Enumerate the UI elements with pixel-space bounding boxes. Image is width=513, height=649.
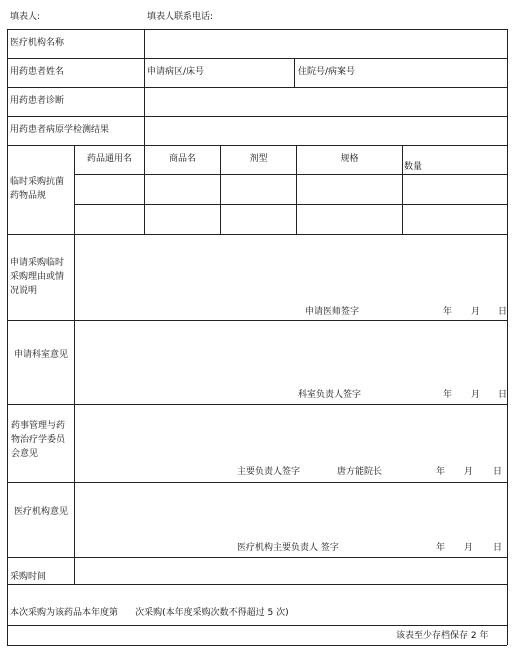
col-generic-name: 药品通用名 (86, 154, 132, 164)
committee-signer-name: 唐方能院长 (337, 467, 383, 477)
patient-name-label: 用药患者姓名 (10, 67, 65, 77)
pathogen-result-label: 用药患者病原学检测结果 (10, 125, 110, 135)
ward-bed-label: 申请病区/床号 (147, 67, 205, 77)
dept-month: 月 (471, 390, 481, 400)
committee-month: 月 (464, 467, 474, 477)
institution-opinion-label: 医疗机构意见 (13, 507, 68, 517)
admission-no-label: 住院号/病案号 (298, 67, 356, 77)
institution-name-field[interactable] (145, 30, 506, 57)
reason-day: 日 (498, 307, 508, 317)
col-trade-name: 商品名 (168, 154, 196, 164)
committee-day: 日 (493, 467, 503, 477)
filler-phone-label: 填表人联系电话: (147, 12, 214, 22)
institution-year: 年 (436, 543, 446, 553)
reason-month: 月 (471, 307, 481, 317)
committee-head-signature-label: 主要负责人签字 (237, 467, 301, 477)
purchase-count-note: 本次采购为该药品本年度第 次采购(本年度采购次数不得超过 5 次) (10, 608, 289, 618)
reason-year: 年 (443, 307, 453, 317)
dept-opinion-label: 申请科室意见 (13, 350, 68, 360)
col-dosage-form: 剂型 (249, 154, 268, 164)
drug-spec-label: 临时采购抗菌药物品规 (10, 177, 65, 201)
institution-head-signature-label: 医疗机构主要负责人 签字 (237, 543, 339, 553)
dept-day: 日 (498, 390, 508, 400)
pathogen-result-field[interactable] (145, 117, 506, 144)
institution-name-label: 医疗机构名称 (10, 38, 65, 48)
col-quantity: 数量 (404, 162, 423, 172)
committee-year: 年 (436, 467, 446, 477)
purchase-time-field[interactable] (75, 558, 506, 583)
reason-field[interactable] (75, 235, 506, 305)
col-specification: 规格 (340, 154, 359, 164)
purchase-time-label: 采购时间 (10, 572, 47, 582)
institution-day: 日 (493, 543, 503, 553)
institution-month: 月 (464, 543, 474, 553)
diagnosis-label: 用药患者诊断 (10, 96, 65, 106)
dept-opinion-field[interactable] (75, 321, 506, 387)
institution-opinion-field[interactable] (75, 483, 506, 538)
committee-opinion-field[interactable] (75, 405, 506, 463)
dept-year: 年 (443, 390, 453, 400)
filler-label: 填表人: (10, 12, 41, 22)
doctor-signature-label: 申请医师签字 (305, 307, 360, 317)
diagnosis-field[interactable] (145, 88, 506, 115)
dept-head-signature-label: 科室负责人签字 (298, 390, 362, 400)
retention-note: 该表至少存档保存 2 年 (396, 631, 489, 641)
reason-label: 申请采购临时采购理由或情况说明 (10, 258, 65, 296)
committee-opinion-label: 药事管理与药物治疗学委员会意见 (11, 421, 66, 459)
